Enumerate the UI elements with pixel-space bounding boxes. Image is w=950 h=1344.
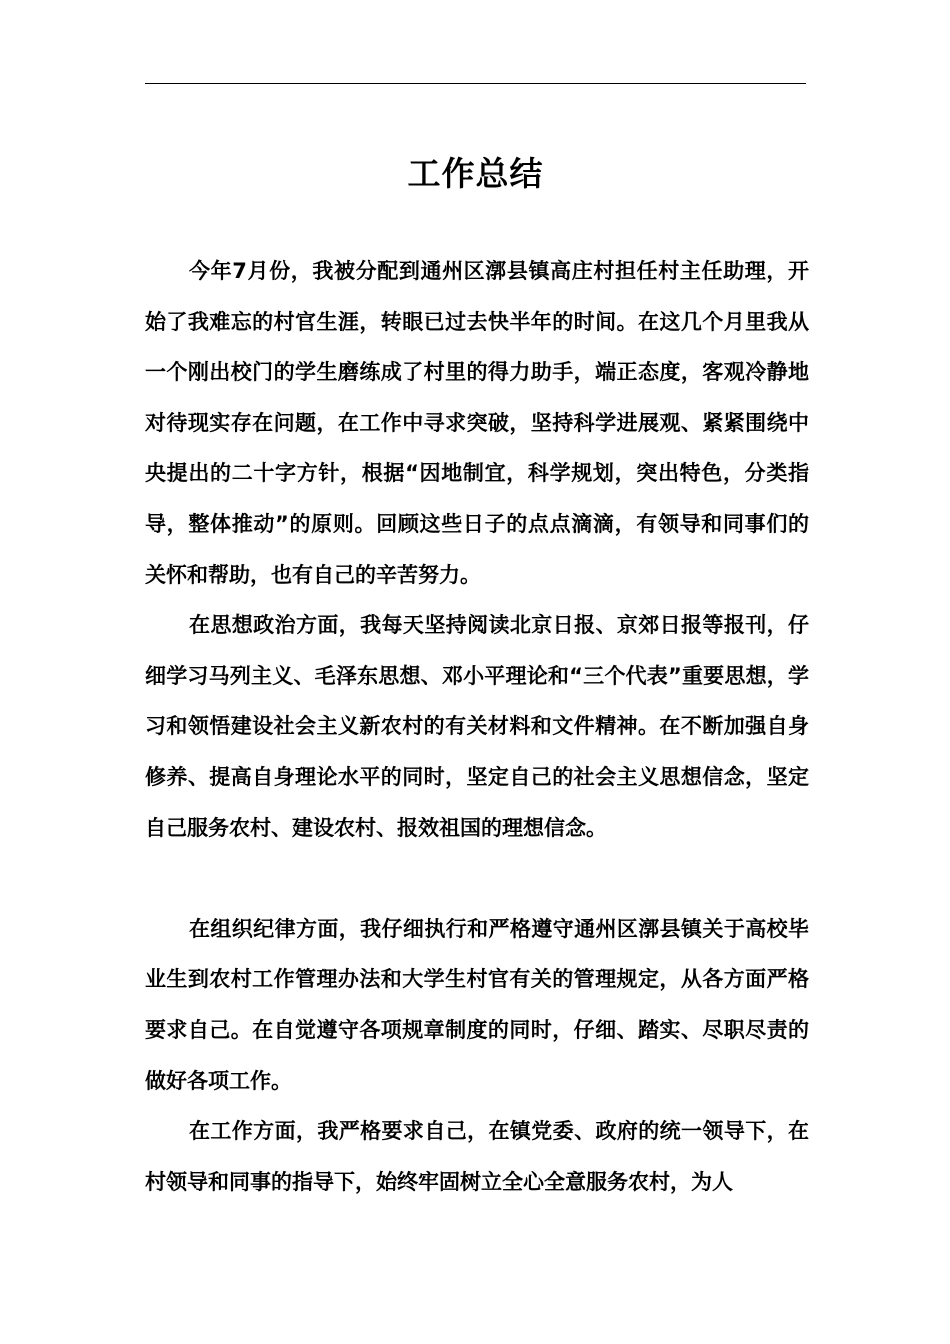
paragraph-political: 在思想政治方面，我每天坚持阅读北京日报、京郊日报等报刊，仔细学习马列主义、毛泽东思想、邓小平理论和“三个代表”重要思想，学习和领悟建设社会主义新农村的有关材料和文件精神。在不断加强自身修养、提高自身理论水平的同时，坚定自己的社会主义思想信念，坚定自己服务农村、建设农村、报效祖国的理想信念。 bbox=[145, 613, 809, 840]
header-rule bbox=[145, 83, 806, 84]
paragraph-discipline: 在组织纪律方面，我仔细执行和严格遵守通州区漷县镇关于高校毕业生到农村工作管理办法和大学生村官有关的管理规定，从各方面严格要求自己。在自觉遵守各项规章制度的同时，仔细、踏实、尽职尽责的做好各项工作。 bbox=[145, 916, 809, 1093]
document-body bbox=[145, 246, 809, 1207]
paragraph-gap bbox=[145, 853, 809, 904]
document-title: 工作总结 bbox=[407, 154, 544, 193]
paragraph-intro: 今年7月份，我被分配到通州区漷县镇高庄村担任村主任助理，开始了我难忘的村官生涯，转眼已过去快半年的时间。在这几个月里我从一个刚出校门的学生磨练成了村里的得力助手，端正态度，客观冷静地对待现实存在问题，在工作中寻求突破，坚持科学进展观、紧紧围绕中央提出的二十字方针，根据“因地制宜，科学规划，突出特色，分类指导，整体推动”的原则。回顾这些日子的点点滴滴，有领导和同事们的关怀和帮助，也有自己的辛苦努力。 bbox=[145, 259, 809, 587]
paragraph-work: 在工作方面，我严格要求自己，在镇党委、政府的统一领导下，在村领导和同事的指导下，始终牢固树立全心全意服务农村，为人 bbox=[145, 1119, 809, 1194]
